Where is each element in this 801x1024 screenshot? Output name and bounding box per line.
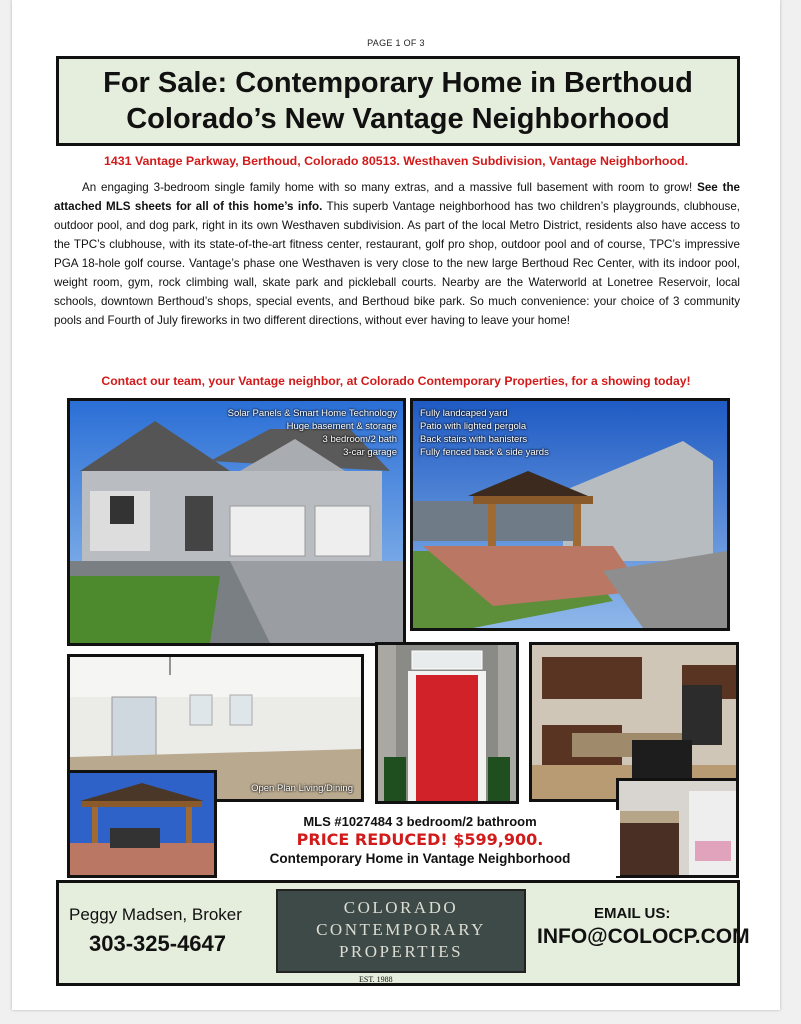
pergola-image: [70, 773, 214, 875]
caption-bedrooms: 3 bedroom/2 bath: [322, 434, 397, 445]
caption-solar: Solar Panels & Smart Home Technology: [227, 408, 397, 419]
price-reduced: PRICE REDUCED! $599,900.: [296, 830, 544, 849]
footer-box: [56, 880, 750, 986]
broker-name: Peggy Madsen, Broker: [69, 905, 242, 924]
title-box: [56, 56, 740, 146]
caption-garage: 3-car garage: [343, 447, 397, 458]
logo-line-2: CONTEMPORARY: [316, 920, 486, 939]
title-line-1: For Sale: Contemporary Home in Berthoud: [103, 67, 693, 99]
backyard-captions: [420, 407, 549, 459]
caption-fenced: Fully fenced back & side yards: [420, 447, 549, 458]
caption-pergola: Patio with lighted pergola: [420, 421, 527, 432]
house-captions: [228, 407, 397, 459]
front-door-image: [378, 645, 516, 801]
caption-basement: Huge basement & storage: [286, 421, 397, 432]
logo-line-1: COLORADO: [343, 898, 459, 917]
listing-info: [220, 810, 620, 876]
description-intro: An engaging 3-bedroom single family home with so many extras, and a massive full basement with room to grow!: [82, 181, 693, 194]
description-body: This superb Vantage neighborhood has two children’s playgrounds, clubhouse, outdoor pool, and dog park, right in its own Westhaven subdivision. As part of the local Metro District, residents also have access to the TPC’s clubhouse, with its state-of-the-art fitness center, restaurant, golf pro shop, outdoor pool and of course, TPC’s impressive PGA 18-hole golf course. Vantage’s phase one Westhaven is very close to the new large Berthoud Rec Center, with its indoor pool, weight room, gym, rock climbing wall, skate park and pickleball courts. Nearby are the Waterworld at Lonetree Reservoir, local schools, downtown Berthoud’s shops, special events, and Berthoud bike park. So much convenience: your choice of 3 community pools and Fourth of July fireworks in two different directions, without ever having to leave your home!: [54, 200, 740, 327]
photo-backyard: [410, 398, 730, 631]
contact-line: Contact our team, your Vantage neighbor, at Colorado Contemporary Properties, for a showing today!: [101, 374, 691, 388]
email-label: EMAIL US:: [594, 905, 671, 922]
title-line-2: Colorado’s New Vantage Neighborhood: [126, 103, 670, 135]
broker-phone: 303-325-4647: [89, 931, 227, 956]
photo-front-door: [375, 642, 519, 804]
logo-line-3: PROPERTIES: [338, 942, 464, 961]
flyer-page: [12, 0, 780, 1010]
company-logo: [276, 889, 526, 973]
description-bold: See the attached MLS sheets for all of this home’s info.: [54, 181, 740, 213]
caption-landscaped: Fully landcaped yard: [420, 408, 508, 419]
photo-bathroom: [616, 778, 739, 878]
email-address: INFO@COLOCP.COM: [537, 925, 750, 948]
photo-house-exterior: [67, 398, 406, 646]
bathroom-image: [619, 781, 736, 875]
living-room-caption: Open Plan Living/Dining: [251, 783, 353, 794]
page-number: PAGE 1 OF 3: [367, 38, 425, 48]
photo-pergola-inset: [67, 770, 217, 878]
caption-stairs: Back stairs with banisters: [420, 434, 528, 445]
listing-subtitle: Contemporary Home in Vantage Neighborhood: [269, 851, 571, 866]
mls-line: MLS #1027484 3 bedroom/2 bathroom: [303, 814, 537, 829]
kitchen-image: [532, 645, 736, 799]
logo-established: EST. 1988: [359, 975, 393, 984]
description: [54, 178, 740, 330]
address-line: 1431 Vantage Parkway, Berthoud, Colorado 80513. Westhaven Subdivision, Vantage Neighborhood.: [103, 154, 689, 168]
